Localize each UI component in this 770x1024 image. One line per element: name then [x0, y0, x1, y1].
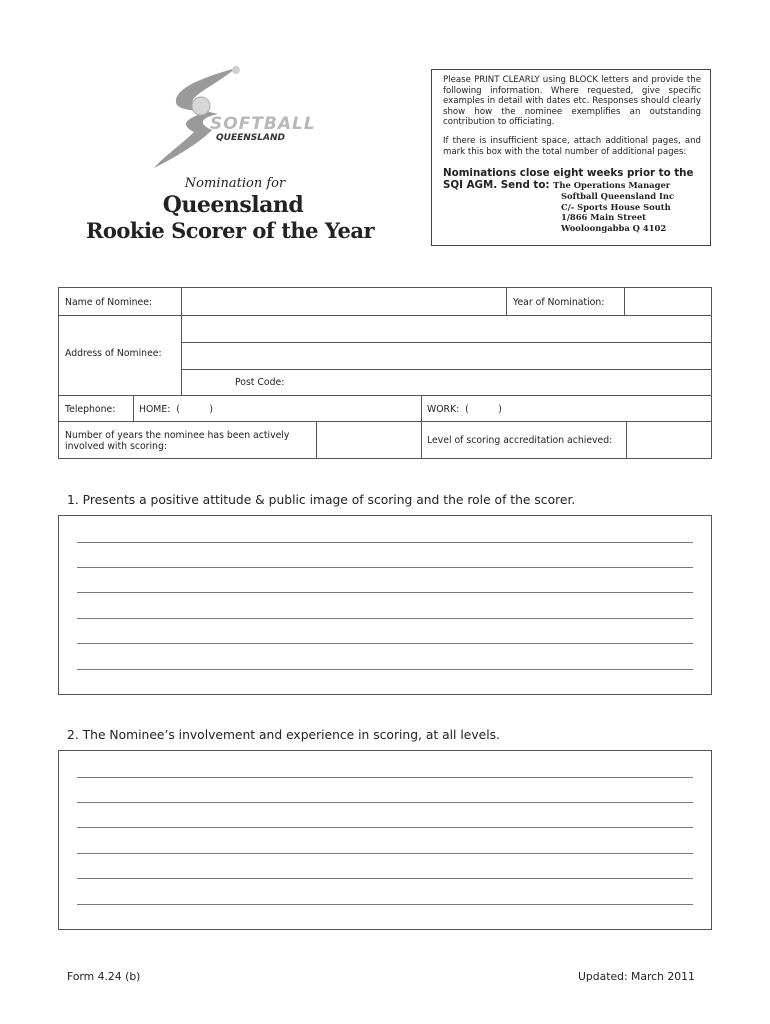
address-line-3: C/- Sports House South — [561, 201, 671, 212]
question-2-text: 2. The Nominee’s involvement and experience in scoring, at all levels. — [67, 728, 500, 742]
answer-line — [77, 592, 693, 593]
softball-queensland-logo — [148, 62, 316, 174]
question-2-answer-box[interactable] — [58, 750, 712, 930]
address-line-4: 1/866 Main Street — [561, 212, 647, 223]
instructions-box — [431, 69, 711, 246]
years-involved-label: Number of years the nominee has been actively involved with scoring: — [65, 430, 290, 452]
question-1-answer-box[interactable] — [58, 515, 712, 695]
post-code-field[interactable] — [293, 371, 709, 394]
nomination-for-label: Nomination for — [184, 176, 286, 191]
logo-brand-text: SOFTBALL — [210, 114, 316, 134]
year-of-nomination-label: Year of Nomination: — [513, 297, 605, 308]
instructions-paragraph-1: Please PRINT CLEARLY using BLOCK letters and provide the following information. Where requested, give specific examples in detail with dates etc. Responses should clearly show how the nominee exemplifies an outstanding contribution to officiating. — [443, 75, 701, 128]
home-phone-label: HOME: ( ) — [139, 404, 214, 415]
mailing-address — [561, 191, 701, 233]
name-of-nominee-label: Name of Nominee: — [65, 297, 153, 308]
telephone-label: Telephone: — [65, 404, 116, 415]
logo-sub-text: QUEENSLAND — [216, 133, 285, 143]
work-phone-label: WORK: ( ) — [427, 404, 502, 415]
closing-notice-line1: Nominations close eight weeks prior to the — [443, 167, 694, 180]
answer-line — [77, 777, 693, 778]
answer-line — [77, 827, 693, 828]
answer-line — [77, 853, 693, 854]
answer-line — [77, 643, 693, 644]
address-line-1-field[interactable] — [183, 317, 709, 341]
address-line-5: Wooloongabba Q 4102 — [561, 222, 667, 233]
answer-line — [77, 618, 693, 619]
accreditation-level-field[interactable] — [628, 423, 710, 458]
instructions-paragraph-2: If there is insufficient space, attach additional pages, and mark this box with the total number of additional pages: — [443, 135, 701, 157]
post-code-label: Post Code: — [235, 377, 285, 388]
address-line-2-field[interactable] — [183, 344, 709, 368]
nominee-details-table — [58, 287, 712, 459]
address-line-2: Softball Queensland Inc — [561, 191, 675, 202]
home-phone-field[interactable] — [219, 397, 419, 420]
answer-line — [77, 669, 693, 670]
closing-notice — [443, 167, 701, 191]
answer-line — [77, 878, 693, 879]
closing-notice-line2: SQI AGM. Send to: — [443, 179, 550, 192]
years-involved-field[interactable] — [318, 423, 420, 458]
form-number: Form 4.24 (b) — [67, 970, 141, 983]
year-of-nomination-field[interactable] — [626, 289, 710, 314]
answer-line — [77, 567, 693, 568]
question-1-text: 1. Presents a positive attitude & public image of scoring and the role of the scorer. — [67, 493, 576, 507]
work-phone-field[interactable] — [509, 397, 709, 420]
answer-line — [77, 904, 693, 905]
updated-date: Updated: March 2011 — [578, 970, 695, 983]
answer-line — [77, 542, 693, 543]
name-of-nominee-field[interactable] — [183, 289, 505, 314]
answer-line — [77, 802, 693, 803]
address-line-1: The Operations Manager — [553, 180, 671, 191]
address-of-nominee-label: Address of Nominee: — [65, 348, 162, 359]
page-title-line2: Rookie Scorer of the Year — [85, 218, 375, 243]
accreditation-level-label: Level of scoring accreditation achieved: — [427, 435, 613, 446]
page-title-line1: Queensland — [162, 192, 304, 218]
